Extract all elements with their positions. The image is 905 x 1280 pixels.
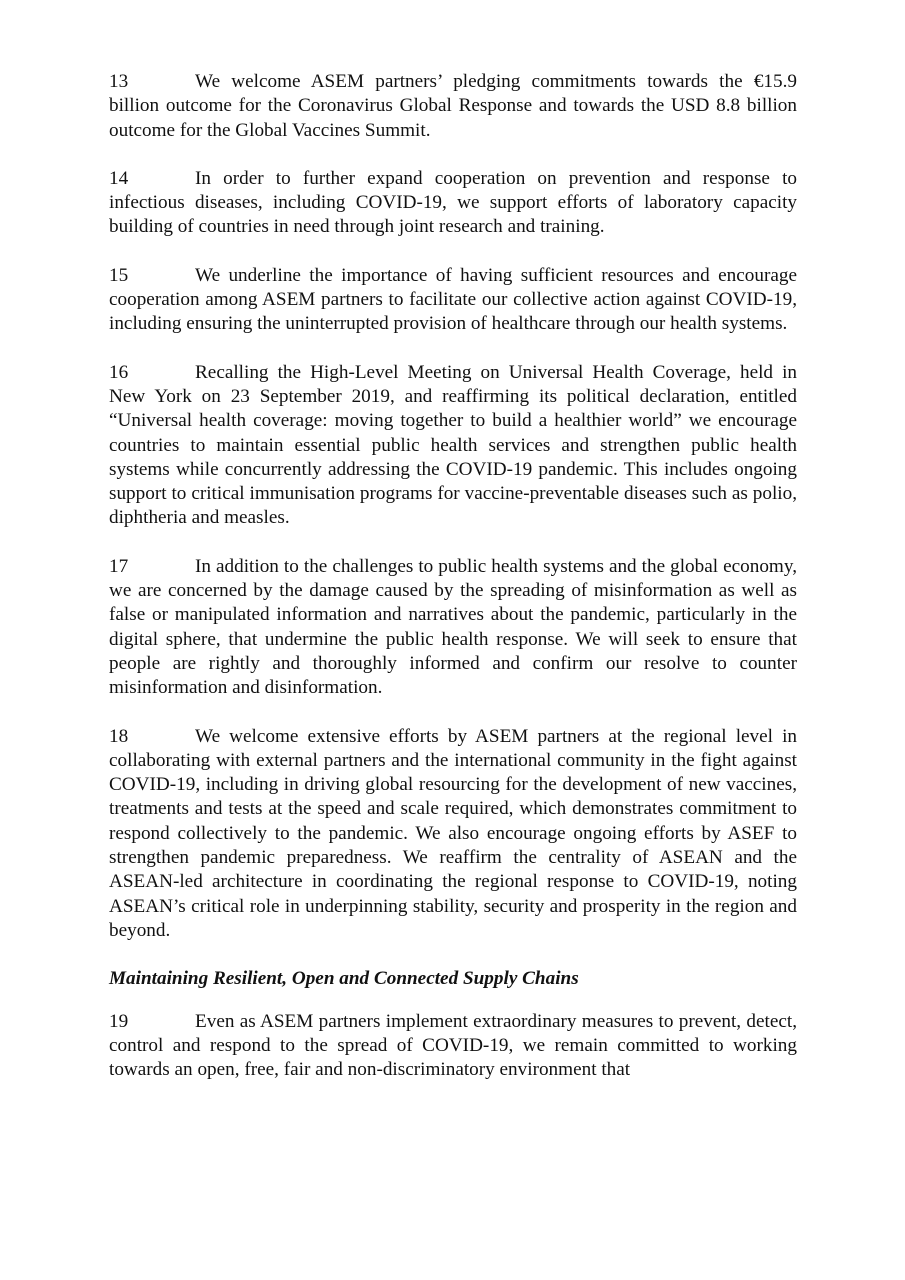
paragraph-text: In order to further expand cooperation on prevention and response to infectious diseases, including COVID-19, we support efforts of laboratory capacity building of countries in need through joint research and training. <box>109 167 797 238</box>
paragraph-13 <box>109 70 797 143</box>
paragraph-15 <box>109 264 797 337</box>
paragraph-16 <box>109 361 797 531</box>
paragraph-19 <box>109 1010 797 1083</box>
paragraph-number: 17 <box>109 555 129 577</box>
paragraph-number: 13 <box>109 71 129 92</box>
paragraph-number: 15 <box>109 264 129 286</box>
paragraph-text: Recalling the High-Level Meeting on Universal Health Coverage, held in New York on 23 September 2019, and reaffirming its political declaration, entitled “Universal health coverage: moving together to build a healthier world” we encourage countries to maintain essential public health services and strengthen public health systems while concurrently addressing the COVID-19 pandemic. This includes ongoing support to critical immunisation programs for vaccine-preventable diseases such as polio, diphtheria and measles. <box>109 361 797 529</box>
paragraph-18 <box>109 725 797 944</box>
paragraph-number: 18 <box>109 725 129 747</box>
document-page <box>109 70 797 1082</box>
paragraph-14 <box>109 167 797 240</box>
paragraph-text: We welcome extensive efforts by ASEM partners at the regional level in collaborating with external partners and the international community in the fight against COVID-19, including in driving global resourcing for the development of new vaccines, treatments and tests at the speed and scale required, which demonstrates commitment to respond collectively to the pandemic. We also encourage ongoing efforts by ASEF to strengthen pandemic preparedness. We reaffirm the centrality of ASEAN and the ASEAN-led architecture in coordinating the regional response to COVID-19, noting ASEAN’s critical role in underpinning stability, security and prosperity in the region and beyond. <box>109 725 797 941</box>
paragraph-number: 19 <box>109 1010 129 1032</box>
paragraph-text: We underline the importance of having sufficient resources and encourage cooperation among ASEM partners to facilitate our collective action against COVID-19, including ensuring the uninterrupted provision of healthcare through our health systems. <box>109 264 797 335</box>
paragraph-number: 14 <box>109 167 129 189</box>
paragraph-number: 16 <box>109 361 129 383</box>
paragraph-text: We welcome ASEM partners’ pledging commitments towards the €15.9 billion outcome for the Coronavirus Global Response and towards the USD 8.8 billion outcome for the Global Vaccines Summit. <box>109 71 797 141</box>
section-heading: Maintaining Resilient, Open and Connected Supply Chains <box>109 968 579 990</box>
paragraph-text: Even as ASEM partners implement extraordinary measures to prevent, detect, control and respond to the spread of COVID-19, we remain committed to working towards an open, free, fair and non-discriminatory environment that <box>109 1010 797 1081</box>
paragraph-text: In addition to the challenges to public health systems and the global economy, we are concerned by the damage caused by the spreading of misinformation as well as false or manipulated information and narratives about the pandemic, particularly in the digital sphere, that undermine the public health response. We will seek to ensure that people are rightly and thoroughly informed and confirm our resolve to counter misinformation and disinformation. <box>109 555 797 699</box>
paragraph-17 <box>109 555 797 701</box>
